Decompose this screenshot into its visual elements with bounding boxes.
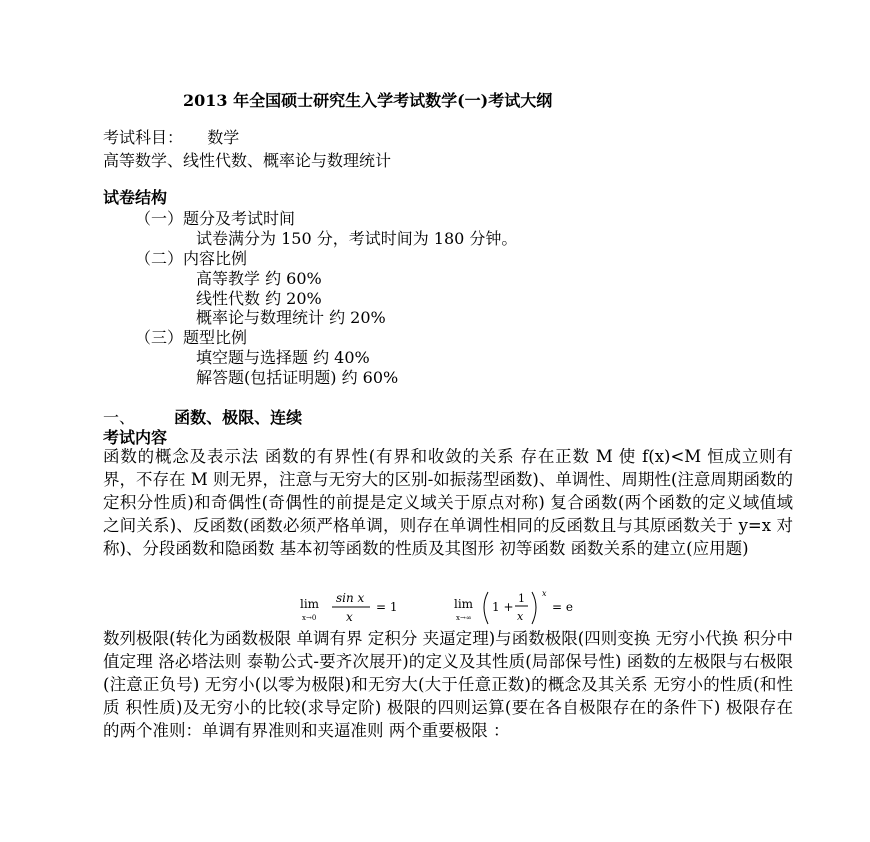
structure-heading: 试卷结构 [103,188,168,207]
subject-line [103,125,239,148]
formula-sinx-limit [298,588,418,628]
formula2-sub: x→∞ [456,614,472,622]
formula2-exponent: x [542,589,547,598]
document-title: 2013 年全国硕士研究生入学考试数学(一)考试大纲 [183,91,553,110]
content-paragraph-2: 数列极限(转化为函数极限 单调有界 定积分 夹逼定理)与函数极限(四则变换 无穷小代换 积分中值定理 洛必塔法则 泰勒公式-要齐次展开)的定义及其性质(局部保号性) 函数的左极限与右极限(注意正负号) 无穷小(以零为极限)和无穷大(大于任意正数)的概念及其关系 无穷小的性质(和性质 积性质)及无穷小的比较(求导定阶) 极限的四则运算(要在各自极限存在的条件下) 极限存在的两个准则：单调有界准则和夹逼准则 两个重要极限 ： [103,629,793,740]
item-3-detail-1: 填空题与选择题 约 40% [196,348,370,367]
formula1-sub: x→0 [302,614,317,622]
formula1-numerator: sin x [336,591,365,605]
section-number: 一、 [103,408,136,427]
item-2-label: （二）内容比例 [135,249,248,268]
formula1-denominator: x [346,610,353,624]
subject-label: 考试科目： [103,128,184,147]
section-title: 函数、极限、连续 [174,408,303,427]
subject-value: 数学 [207,128,240,147]
formula2-rhs: = e [552,600,573,614]
item-1-label: （一）题分及考试时间 [135,209,296,228]
content-paragraph-1: 函数的概念及表示法 函数的有界性(有界和收敛的关系 存在正数 M 使 f(x)<M 恒成立则有界，不存在 M 则无界，注意与无穷大的区别-如振荡型函数)、单调性、周期性(注意周期函数的定积分性质)和奇偶性(奇偶性的前提是定义域关于原点对称) 复合函数(两个函数的定义域值域之间关系)、反函数(函数必须严格单调，则存在单调性相同的反函数且与其原函数关于 y=x 对称)、分段函数和隐函数 基本初等函数的性质及其图形 初等函数 函数关系的建立(应用题) [103,447,793,558]
subject-list: 高等数学、线性代数、概率论与数理统计 [103,151,392,170]
formula2-numerator: 1 [518,592,525,605]
item-3-detail-2: 解答题(包括证明题) 约 60% [196,368,399,387]
formula-e-limit [452,588,592,628]
formula2-lim: lim [454,597,474,611]
item-2-detail-3: 概率论与数理统计 约 20% [196,308,386,327]
formula1-rhs: = 1 [376,600,398,614]
item-1-detail: 试卷满分为 150 分，考试时间为 180 分钟。 [196,229,518,248]
formula1-lim: lim [300,597,320,611]
item-2-detail-1: 高等教学 约 60% [196,269,322,288]
item-3-label: （三）题型比例 [135,328,248,347]
item-2-detail-2: 线性代数 约 20% [196,289,322,308]
formula2-left-paren [484,592,488,624]
formula2-right-paren [532,592,536,624]
formula2-denominator: x [517,610,524,623]
formula2-one-plus: 1 + [492,600,514,614]
content-heading: 考试内容 [103,428,168,447]
